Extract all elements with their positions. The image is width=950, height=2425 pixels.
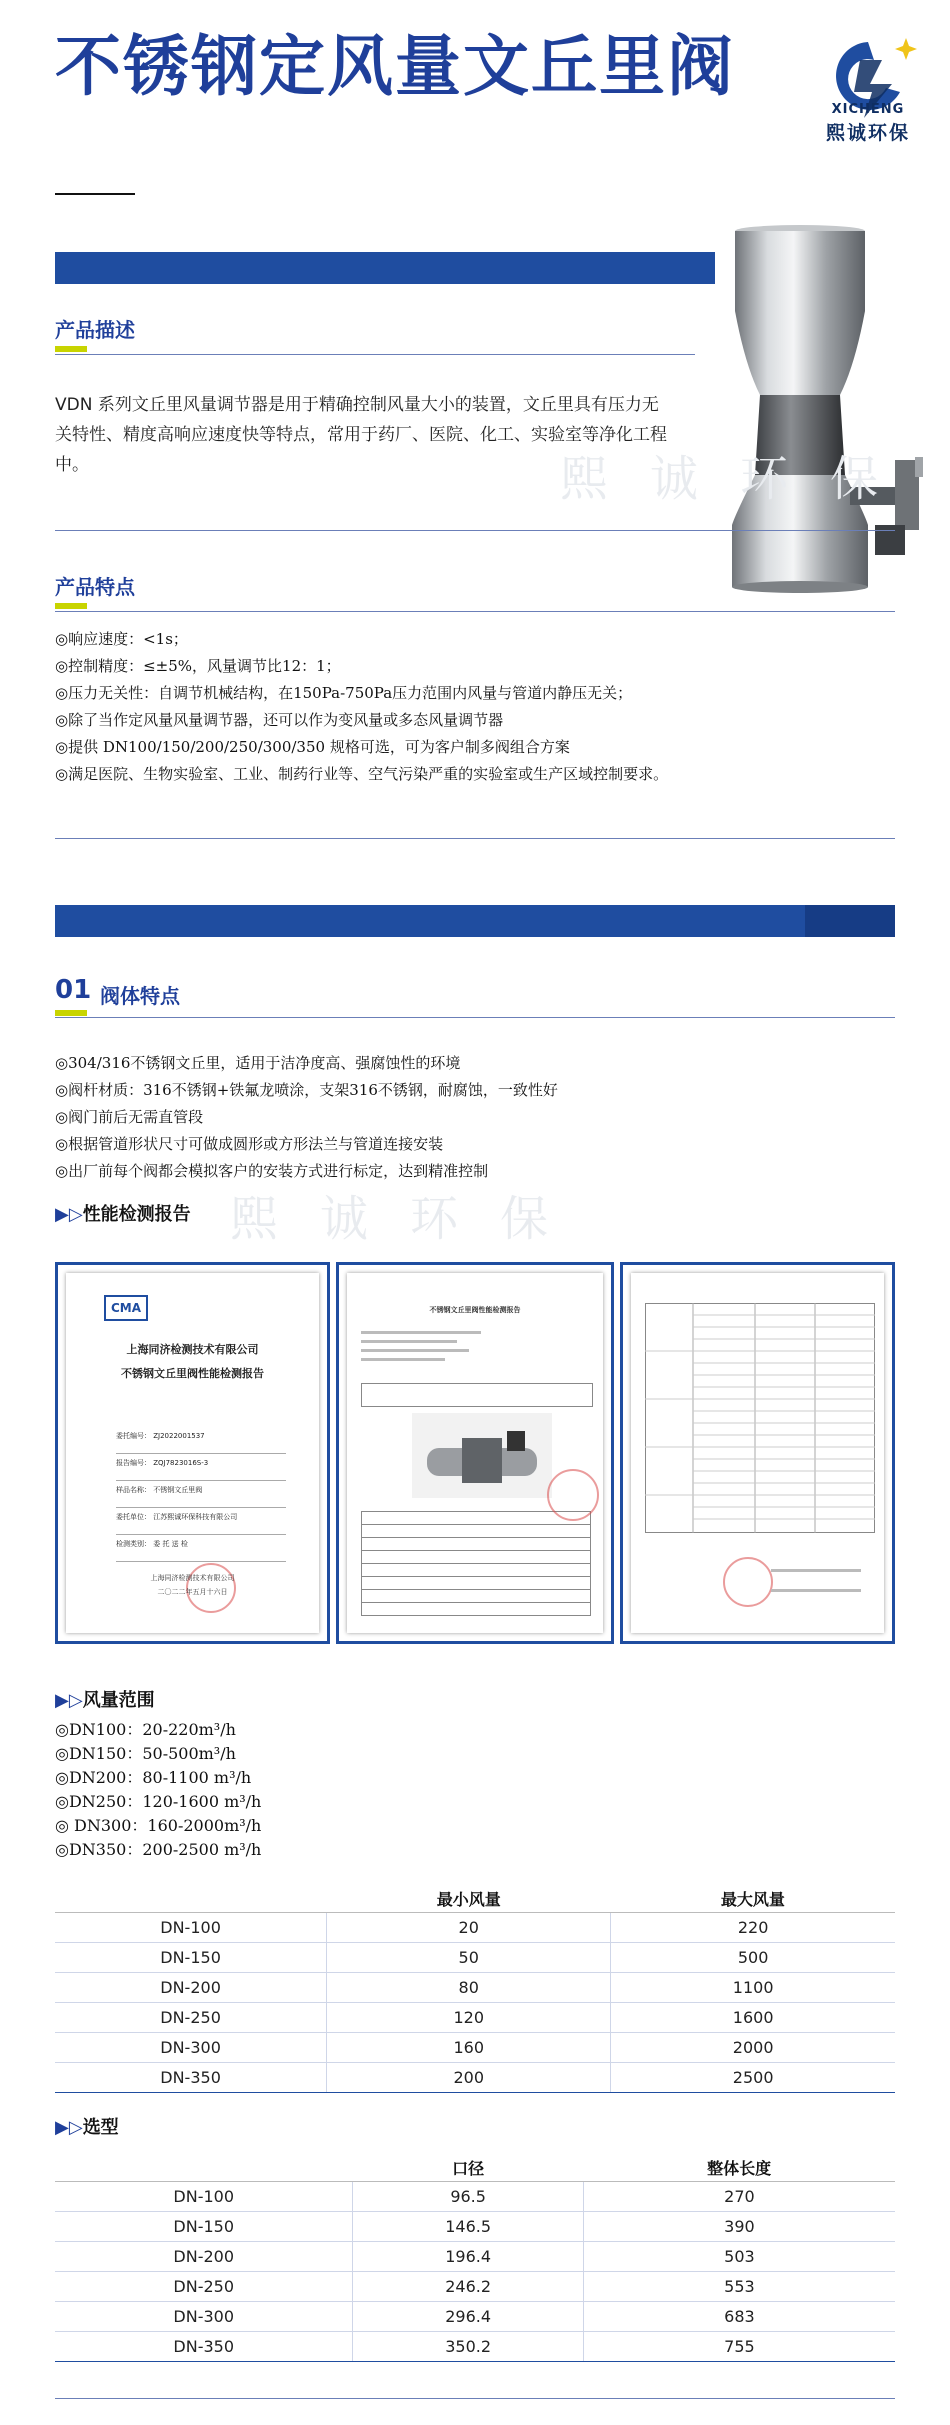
selection-heading-text: 选型 — [82, 2117, 119, 2138]
report-footer-date: 二〇二二年五月十六日 — [157, 1588, 228, 1596]
features-underline — [55, 603, 87, 609]
table-row: DN-350 350.2 755 — [55, 2332, 895, 2362]
report2-info-table — [361, 1383, 593, 1407]
body-features-list — [55, 1050, 558, 1185]
triangle-icon: ▶▷ — [55, 1690, 83, 1711]
report-fields: 委托编号： ZJ2022001537 报告编号： ZQJ7823016S-3 样品名称： 不锈钢文丘里阀 委托单位： 江苏熙诚环保科技有限公司 检测类别： 委 托 送 检 — [116, 1431, 286, 1566]
logo-en: XICHENG — [831, 102, 905, 117]
seal-icon — [723, 1557, 773, 1607]
report-page-3 — [620, 1262, 895, 1644]
report2-text-lines — [361, 1325, 481, 1367]
body-rule — [55, 1017, 895, 1018]
report-heading — [55, 1200, 191, 1226]
bottom-rule — [55, 2398, 895, 2399]
features-rule — [55, 611, 895, 612]
features-top-rule — [55, 530, 895, 531]
list-item: ◎根据管道形状尺寸可做成圆形或方形法兰与管道连接安装 — [55, 1135, 444, 1153]
logo-cn: 熙诚环保 — [825, 122, 910, 144]
watermark-text: 熙诚环保 — [560, 451, 921, 507]
table-row: DN-100 20 220 — [55, 1913, 895, 1943]
report-org: 上海同济检测技术有限公司 — [126, 1343, 259, 1356]
list-item: ◎压力无关性：自调节机械结构，在150Pa-750Pa压力范围内风量与管道内静压无关； — [55, 684, 633, 702]
report-page-1 — [55, 1262, 330, 1644]
triangle-icon: ▶▷ — [55, 1204, 83, 1225]
venturi-valve-image — [700, 225, 950, 595]
list-item: ◎DN350：200-2500 m³/h — [55, 1840, 262, 1859]
table-row: DN-200 80 1100 — [55, 1973, 895, 2003]
features-list — [55, 626, 668, 788]
list-item: ◎除了当作定风量风量调节器，还可以作为变风量或多态风量调节器 — [55, 711, 504, 729]
body-underline — [55, 1010, 87, 1016]
title-rule — [55, 193, 135, 195]
table-row: DN-250 246.2 553 — [55, 2272, 895, 2302]
list-item: ◎DN100：20-220m³/h — [55, 1720, 236, 1739]
table-row: DN-100 96.5 270 — [55, 2182, 895, 2212]
valve-photo-icon — [412, 1413, 552, 1498]
section-number: 01 — [55, 975, 92, 1005]
header-band — [55, 252, 715, 284]
table-header: 最大风量 — [611, 1884, 895, 1913]
table-row: DN-250 120 1600 — [55, 2003, 895, 2033]
table-header: 最小风量 — [327, 1884, 611, 1913]
page-title: 不锈钢定风量文丘里阀 — [55, 28, 735, 105]
signature-line — [771, 1589, 861, 1592]
signature-line — [771, 1569, 861, 1572]
list-item: ◎出厂前每个阀都会模拟客户的安装方式进行标定，达到精准控制 — [55, 1162, 489, 1180]
list-item: ◎阀门前后无需直管段 — [55, 1108, 204, 1126]
report-title: 不锈钢文丘里阀性能检测报告 — [121, 1367, 264, 1380]
table-header — [55, 1884, 327, 1913]
report-page-2 — [336, 1262, 614, 1644]
list-item: ◎提供 DN100/150/200/250/300/350 规格可选，可为客户制多阀组合方案 — [55, 738, 570, 756]
table-row: DN-150 146.5 390 — [55, 2212, 895, 2242]
cma-icon: CMA — [104, 1295, 148, 1321]
seal-icon — [547, 1469, 599, 1521]
airflow-heading-text: 风量范围 — [82, 1690, 155, 1711]
list-item: ◎响应速度：<1s； — [55, 630, 188, 648]
table-header — [55, 2153, 353, 2182]
list-item: ◎DN250：120-1600 m³/h — [55, 1792, 262, 1811]
list-item: ◎304/316不锈钢文丘里，适用于洁净度高、强腐蚀性的环境 — [55, 1054, 461, 1072]
report-footer-org: 上海同济检测技术有限公司 — [150, 1574, 235, 1582]
features-heading: 产品特点 — [55, 575, 135, 599]
description-text: VDN 系列文丘里风量调节器是用于精确控制风量大小的装置，文丘里具有压力无关特性、精度高响应速度快等特点，常用于药厂、医院、化工、实验室等净化工程中。 — [55, 395, 667, 475]
selection-heading — [55, 2113, 119, 2139]
report2-result-table — [361, 1511, 591, 1616]
table-row: DN-350 200 2500 — [55, 2063, 895, 2093]
description-heading: 产品描述 — [55, 318, 135, 342]
body-band — [55, 905, 895, 937]
table-row: DN-300 296.4 683 — [55, 2302, 895, 2332]
table-header: 口径 — [353, 2153, 583, 2182]
list-item: ◎满足医院、生物实验室、工业、制药行业等、空气污染严重的实验室或生产区域控制要求。 — [55, 765, 669, 783]
watermark-text-2: 熙诚环保 — [230, 1191, 591, 1247]
table-row: DN-200 196.4 503 — [55, 2242, 895, 2272]
table-row: DN-150 50 500 — [55, 1943, 895, 1973]
body-features-heading: 阀体特点 — [100, 984, 180, 1008]
selection-table — [55, 2153, 895, 2362]
description-rule — [55, 354, 695, 355]
airflow-list — [55, 1718, 261, 1862]
description-underline — [55, 346, 87, 352]
list-item: ◎ DN300：160-2000m³/h — [55, 1816, 262, 1835]
report-heading-text: 性能检测报告 — [82, 1204, 191, 1225]
table-header: 整体长度 — [583, 2153, 895, 2182]
airflow-table — [55, 1884, 895, 2093]
list-item: ◎DN200：80-1100 m³/h — [55, 1768, 252, 1787]
report2-title: 不锈钢文丘里阀性能检测报告 — [429, 1306, 521, 1314]
list-item: ◎阀杆材质：316不锈钢+铁氟龙喷涂，支架316不锈钢，耐腐蚀，一致性好 — [55, 1081, 558, 1099]
triangle-icon: ▶▷ — [55, 2117, 83, 2138]
airflow-heading — [55, 1686, 155, 1712]
list-item: ◎DN150：50-500m³/h — [55, 1744, 236, 1763]
table-row: DN-300 160 2000 — [55, 2033, 895, 2063]
report3-data-table — [645, 1303, 875, 1533]
features-bottom-rule — [55, 838, 895, 839]
list-item: ◎控制精度：≤±5%，风量调节比12：1； — [55, 657, 341, 675]
